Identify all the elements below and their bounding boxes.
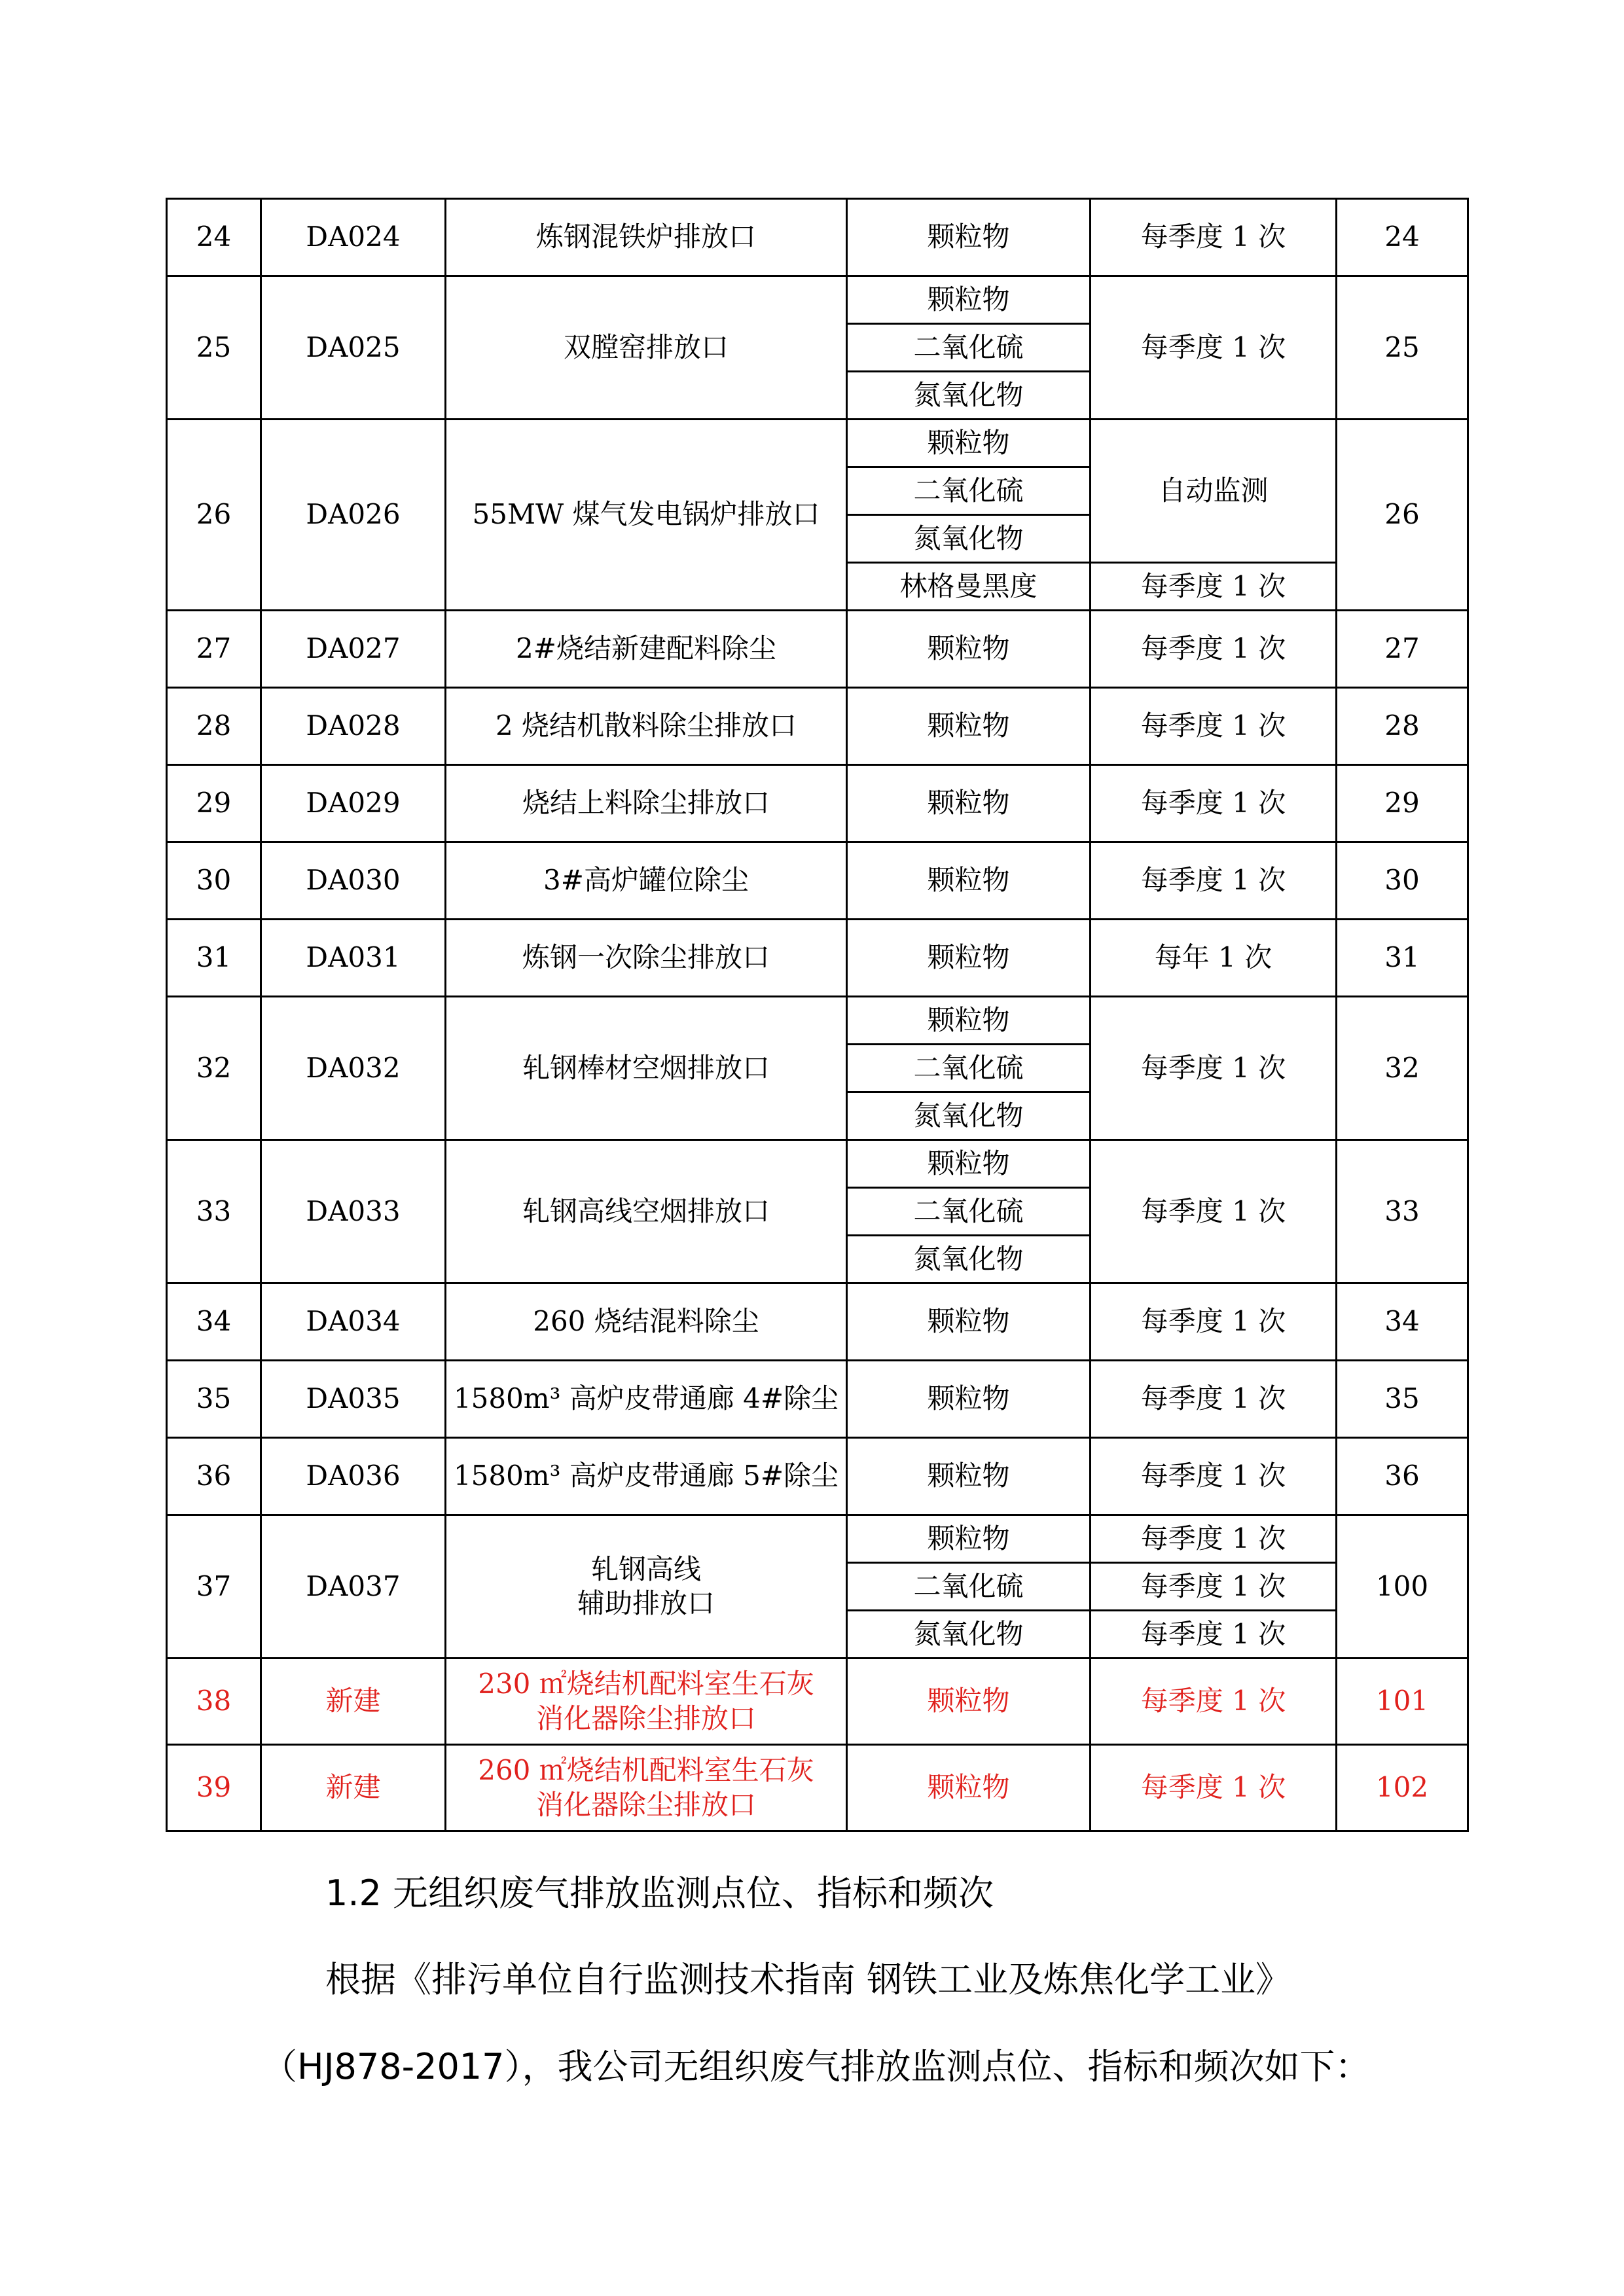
pollutant-cell: 氮氧化物 [847,372,1091,420]
reference-number-cell: 36 [1337,1438,1468,1515]
pollutant-cell: 颗粒物 [847,765,1091,842]
outlet-code-cell: DA026 [261,420,446,611]
reference-number-cell: 29 [1337,765,1468,842]
outlet-code-cell: DA037 [261,1515,446,1659]
outlet-name-line: 消化器除尘排放口 [535,1702,756,1734]
outlet-name-line: 2 烧结机散料除尘排放口 [495,709,797,742]
reference-number-cell: 35 [1337,1361,1468,1438]
outlet-code-cell: DA036 [261,1438,446,1515]
outlet-name-cell [446,1438,847,1515]
outlet-code-cell: DA034 [261,1283,446,1361]
pollutant-cell: 颗粒物 [847,1515,1091,1563]
outlet-name-line: 1580m³ 高炉皮带通廊 5#除尘 [453,1460,839,1492]
frequency-cell: 每年 1 次 [1091,920,1337,997]
outlet-code-cell: DA033 [261,1140,446,1283]
outlet-name-line: 辅助排放口 [577,1587,715,1619]
pollutant-cell: 颗粒物 [847,1140,1091,1188]
outlet-name-cell [446,1659,847,1745]
outlet-name-cell [446,920,847,997]
frequency-cell: 每季度 1 次 [1091,276,1337,420]
frequency-cell: 每季度 1 次 [1091,688,1337,765]
reference-number-cell: 101 [1337,1659,1468,1745]
section-heading: 1.2 无组织废气排放监测点位、指标和频次 [325,1873,994,1914]
reference-number-cell: 33 [1337,1140,1468,1283]
outlet-code-cell: 新建 [261,1745,446,1831]
reference-number-cell: 26 [1337,420,1468,611]
pollutant-cell: 二氧化硫 [847,467,1091,515]
outlet-name-line: 55MW 煤气发电锅炉排放口 [472,498,820,531]
outlet-name-line: 炼钢一次除尘排放口 [522,941,770,974]
pollutant-cell: 颗粒物 [847,276,1091,324]
table-row [167,1361,1468,1438]
reference-number-cell: 27 [1337,611,1468,688]
pollutant-cell: 氮氧化物 [847,1611,1091,1659]
outlet-name-line: 260 ㎡烧结机配料室生石灰 [478,1754,814,1786]
table-row [167,420,1468,467]
outlet-name-cell [446,1745,847,1831]
frequency-cell: 每季度 1 次 [1091,765,1337,842]
row-number-cell: 35 [167,1361,261,1438]
outlet-code-cell: DA028 [261,688,446,765]
pollutant-cell: 二氧化硫 [847,1563,1091,1611]
pollutant-cell: 颗粒物 [847,199,1091,276]
outlet-name-line: 230 ㎡烧结机配料室生石灰 [478,1668,814,1700]
frequency-cell: 每季度 1 次 [1091,1563,1337,1611]
reference-number-cell: 34 [1337,1283,1468,1361]
outlet-name-cell [446,420,847,611]
row-number-cell: 28 [167,688,261,765]
table-row [167,1659,1468,1745]
outlet-name-cell [446,1515,847,1659]
outlet-name-cell [446,688,847,765]
outlet-name-line: 260 烧结混料除尘 [533,1305,759,1338]
frequency-cell: 自动监测 [1091,420,1337,563]
frequency-cell: 每季度 1 次 [1091,1361,1337,1438]
row-number-cell: 39 [167,1745,261,1831]
frequency-cell: 每季度 1 次 [1091,1515,1337,1563]
pollutant-cell: 二氧化硫 [847,1045,1091,1092]
row-number-cell: 24 [167,199,261,276]
row-number-cell: 38 [167,1659,261,1745]
pollutant-cell: 颗粒物 [847,1659,1091,1745]
frequency-cell: 每季度 1 次 [1091,1659,1337,1745]
monitoring-table [166,198,1469,1832]
outlet-name-line: 炼钢混铁炉排放口 [535,221,756,253]
table-row [167,199,1468,276]
table-row [167,842,1468,920]
pollutant-cell: 二氧化硫 [847,324,1091,372]
table-row [167,688,1468,765]
table-row [167,1438,1468,1515]
outlet-name-cell [446,765,847,842]
outlet-code-cell: DA027 [261,611,446,688]
outlet-name-line: 消化器除尘排放口 [535,1788,756,1821]
pollutant-cell: 颗粒物 [847,920,1091,997]
row-number-cell: 25 [167,276,261,420]
outlet-code-cell: DA032 [261,997,446,1140]
frequency-cell: 每季度 1 次 [1091,1745,1337,1831]
reference-number-cell: 24 [1337,199,1468,276]
outlet-name-line: 轧钢高线空烟排放口 [522,1194,770,1227]
reference-number-cell: 32 [1337,997,1468,1140]
row-number-cell: 27 [167,611,261,688]
table-row [167,1283,1468,1361]
paragraph-line-2: （HJ878-2017），我公司无组织废气排放监测点位、指标和频次如下： [262,2046,1371,2087]
table-row [167,1745,1468,1831]
pollutant-cell: 氮氧化物 [847,515,1091,563]
pollutant-cell: 颗粒物 [847,842,1091,920]
outlet-name-line: 1580m³ 高炉皮带通廊 4#除尘 [453,1382,839,1415]
outlet-name-cell [446,1283,847,1361]
outlet-code-cell: DA025 [261,276,446,420]
table-row [167,997,1468,1045]
outlet-name-line: 烧结上料除尘排放口 [522,787,770,819]
pollutant-cell: 颗粒物 [847,1438,1091,1515]
outlet-name-cell [446,1361,847,1438]
pollutant-cell: 颗粒物 [847,997,1091,1045]
row-number-cell: 30 [167,842,261,920]
frequency-cell: 每季度 1 次 [1091,1438,1337,1515]
outlet-name-cell [446,1140,847,1283]
outlet-name-cell [446,276,847,420]
pollutant-cell: 颗粒物 [847,688,1091,765]
outlet-name-line: 2#烧结新建配料除尘 [516,632,776,665]
frequency-cell: 每季度 1 次 [1091,842,1337,920]
reference-number-cell: 28 [1337,688,1468,765]
frequency-cell: 每季度 1 次 [1091,1140,1337,1283]
pollutant-cell: 颗粒物 [847,420,1091,467]
table-row [167,920,1468,997]
outlet-code-cell: DA030 [261,842,446,920]
reference-number-cell: 30 [1337,842,1468,920]
outlet-code-cell: DA035 [261,1361,446,1438]
pollutant-cell: 氮氧化物 [847,1236,1091,1283]
reference-number-cell: 25 [1337,276,1468,420]
reference-number-cell: 31 [1337,920,1468,997]
outlet-name-cell [446,199,847,276]
outlet-code-cell: DA029 [261,765,446,842]
pollutant-cell: 颗粒物 [847,1361,1091,1438]
table-row [167,1515,1468,1563]
row-number-cell: 33 [167,1140,261,1283]
outlet-name-cell [446,611,847,688]
outlet-code-cell: DA024 [261,199,446,276]
table-row [167,1140,1468,1188]
row-number-cell: 29 [167,765,261,842]
reference-number-cell: 102 [1337,1745,1468,1831]
pollutant-cell: 颗粒物 [847,611,1091,688]
pollutant-cell: 林格曼黑度 [847,563,1091,611]
outlet-name-line: 轧钢棒材空烟排放口 [522,1051,770,1084]
row-number-cell: 32 [167,997,261,1140]
pollutant-cell: 氮氧化物 [847,1092,1091,1140]
outlet-name-cell [446,997,847,1140]
frequency-cell: 每季度 1 次 [1091,1283,1337,1361]
reference-number-cell: 100 [1337,1515,1468,1659]
row-number-cell: 31 [167,920,261,997]
monitoring-table-body [167,199,1468,1831]
row-number-cell: 26 [167,420,261,611]
outlet-code-cell: DA031 [261,920,446,997]
frequency-cell: 每季度 1 次 [1091,199,1337,276]
table-row [167,276,1468,324]
pollutant-cell: 颗粒物 [847,1283,1091,1361]
outlet-name-line: 轧钢高线 [590,1552,701,1585]
row-number-cell: 34 [167,1283,261,1361]
pollutant-cell: 颗粒物 [847,1745,1091,1831]
row-number-cell: 36 [167,1438,261,1515]
outlet-name-line: 3#高炉罐位除尘 [543,864,749,897]
outlet-name-cell [446,842,847,920]
frequency-cell: 每季度 1 次 [1091,997,1337,1140]
frequency-cell: 每季度 1 次 [1091,563,1337,611]
pollutant-cell: 二氧化硫 [847,1188,1091,1236]
table-row [167,611,1468,688]
frequency-cell: 每季度 1 次 [1091,1611,1337,1659]
paragraph-line-1: 根据《排污单位自行监测技术指南 钢铁工业及炼焦化学工业》 [325,1959,1291,2000]
frequency-cell: 每季度 1 次 [1091,611,1337,688]
row-number-cell: 37 [167,1515,261,1659]
outlet-code-cell: 新建 [261,1659,446,1745]
outlet-name-line: 双膛窑排放口 [563,331,729,363]
table-row [167,765,1468,842]
